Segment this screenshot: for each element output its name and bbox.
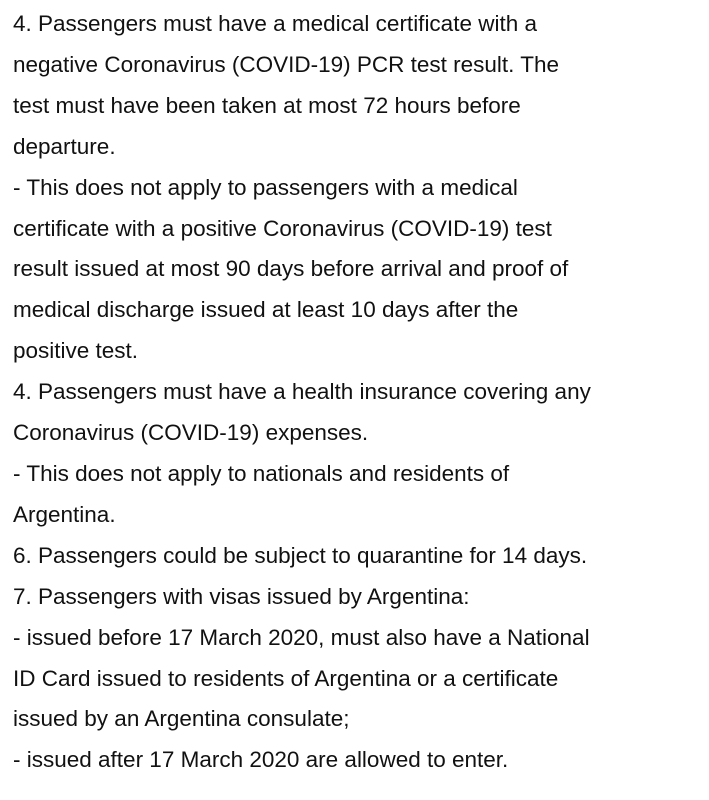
- text-line: - issued after 17 March 2020 are allowed to enter.: [13, 747, 509, 773]
- travel-requirements-text: [13, 4, 709, 781]
- text-line: - This does not apply to nationals and residents of: [13, 460, 510, 486]
- text-line: 6. Passengers could be subject to quarantine for 14 days.: [13, 542, 588, 568]
- text-line: - issued before 17 March 2020, must also have a National: [13, 624, 590, 650]
- text-line: certificate with a positive Coronavirus (COVID-19) test: [13, 215, 552, 241]
- text-line: Argentina.: [13, 501, 116, 527]
- text-line: 4. Passengers must have a health insurance covering any: [13, 379, 591, 405]
- text-line: test must have been taken at most 72 hours before: [13, 92, 521, 118]
- text-line: ID Card issued to residents of Argentina or a certificate: [13, 665, 559, 691]
- text-line: negative Coronavirus (COVID-19) PCR test result. The: [13, 51, 560, 77]
- text-line: departure.: [13, 133, 116, 159]
- text-line: issued by an Argentina consulate;: [13, 706, 350, 732]
- text-line: - This does not apply to passengers with a medical: [13, 174, 518, 200]
- text-line: positive test.: [13, 338, 139, 364]
- text-line: 4. Passengers must have a medical certificate with a: [13, 11, 537, 36]
- text-line: result issued at most 90 days before arrival and proof of: [13, 256, 569, 282]
- text-line: medical discharge issued at least 10 days after the: [13, 297, 519, 323]
- text-line: Coronavirus (COVID-19) expenses.: [13, 420, 369, 446]
- text-line: 7. Passengers with visas issued by Argentina:: [13, 583, 470, 609]
